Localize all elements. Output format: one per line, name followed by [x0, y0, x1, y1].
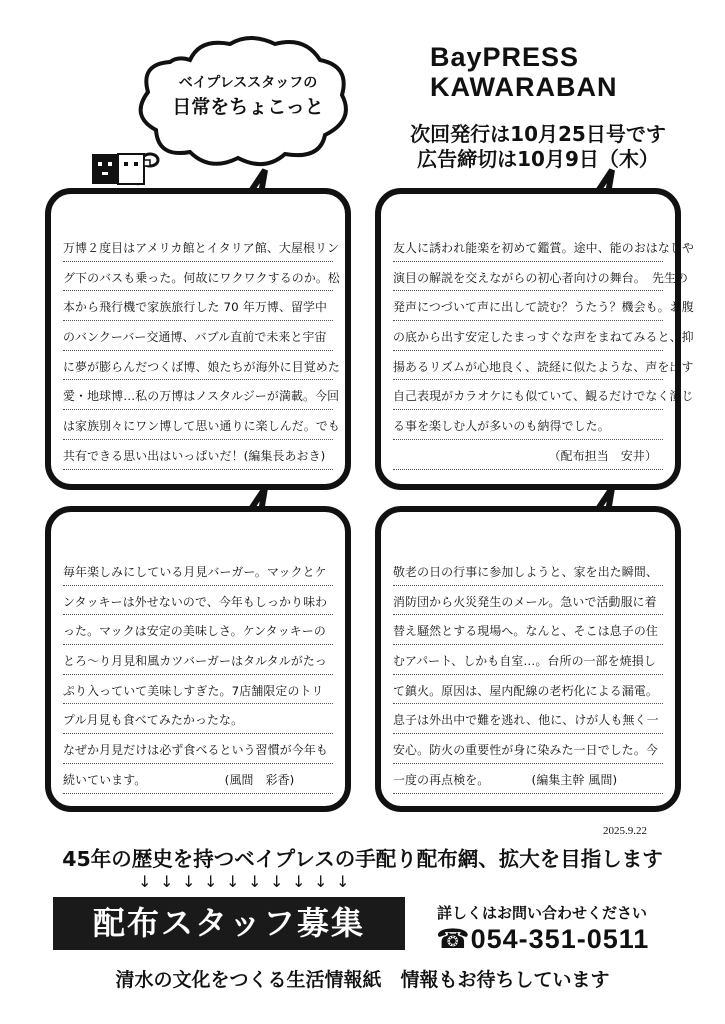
column-line: ぷり入っていて美味しすぎた。7店舗限定のトリ: [63, 675, 333, 705]
column-line: 続いています。 (風間 彩香): [63, 764, 333, 794]
down-arrow-icon: ↓: [204, 872, 218, 891]
ad-deadline: 広告締切は10月9日（木）: [417, 147, 659, 171]
column-line: 愛・地球博…私の万博はノスタルジーが満載。今回: [63, 380, 333, 410]
column-line: 発声につづいて声に出して読む？うたう？機会も。お腹: [393, 291, 663, 321]
column-line: とろ～り月見和風カツバーガーはタルタルがたっ: [63, 645, 333, 675]
next-issue-date: 次回発行は10月25日号です: [410, 122, 666, 146]
column-line: 万博２度目はアメリカ館とイタリア館、大屋根リン: [63, 232, 333, 262]
inquiry-text: 詳しくはお問い合わせください: [437, 904, 648, 922]
column-bubble-1: [45, 188, 351, 490]
column-line: 替え騒然とする現場へ。なんと、そこは息子の住: [393, 615, 663, 645]
down-arrow-icon: ↓: [270, 872, 284, 891]
column-4-text: [393, 556, 663, 794]
column-line: グ下のバスも乗った。何故にワクワクするのか。松: [63, 262, 333, 292]
column-line: 友人に誘われ能楽を初めて鑑賞。途中、能のおはなしや: [393, 232, 663, 262]
column-line: った。マックは安定の美味しさ。ケンタッキーの: [63, 615, 333, 645]
recruit-banner: 配布スタッフ募集: [53, 897, 405, 950]
down-arrow-icon: ↓: [248, 872, 262, 891]
column-line: 揚あるリズムが心地良く、読経に似たような、声を出す: [393, 351, 663, 381]
column-2-text: [393, 232, 695, 470]
column-line: 息子は外出中で難を逃れ、他に、けが人も無く一: [393, 704, 663, 734]
column-line: ンタッキーは外せないので、今年もしっかり味わ: [63, 586, 333, 616]
footer-slogan: 清水の文化をつくる生活情報紙 情報もお待ちしています: [115, 969, 610, 991]
column-line: 一度の再点検を。 (編集主幹 風間): [393, 764, 663, 794]
down-arrow-icon: ↓: [182, 872, 196, 891]
down-arrows: [138, 873, 364, 895]
column-line: 敬老の日の行事に参加しようと、家を出た瞬間、: [393, 556, 663, 586]
down-arrow-icon: ↓: [138, 872, 152, 891]
phone-number[interactable]: ☎054-351-0511: [436, 924, 650, 954]
mascot-icon: [88, 150, 154, 188]
recruit-headline: 45年の歴史を持つベイプレスの手配り配布網、拡大を目指します: [62, 847, 663, 871]
column-line: 本から飛行機で家族旅行した 70 年万博、留学中: [63, 291, 333, 321]
down-arrow-icon: ↓: [314, 872, 328, 891]
brand-line-2: KAWARABAN: [430, 72, 618, 102]
column-line: 自己表現がカラオケにも似ていて、観るだけでなく演じ: [393, 380, 663, 410]
cloud-line-1: ベイプレススタッフの: [178, 75, 318, 91]
column-bubble-2: [375, 188, 695, 490]
column-line: 消防団から火災発生のメール。急いで活動服に着: [393, 586, 663, 616]
column-3-text: [63, 556, 333, 794]
column-line: プル月見も食べてみたかったな。: [63, 704, 333, 734]
column-1-text: [63, 232, 340, 470]
down-arrow-icon: ↓: [336, 872, 350, 891]
down-arrow-icon: ↓: [226, 872, 240, 891]
column-line: 毎年楽しみにしている月見バーガー。マックとケ: [63, 556, 333, 586]
column-signature: （配布担当 安井）: [393, 440, 663, 470]
column-line: に夢が膨らんだつくば博、娘たちが海外に目覚めた: [63, 351, 333, 381]
column-line: のバンクーバー交通博、バブル直前で未来と宇宙: [63, 321, 333, 351]
column-line: る事を楽しむ人が多いのも納得でした。: [393, 410, 663, 440]
down-arrow-icon: ↓: [160, 872, 174, 891]
brand-line-1: BayPRESS: [430, 42, 580, 72]
column-line: の底から出す安定したまっすぐな声をまねてみると、抑: [393, 321, 663, 351]
column-bubble-3: [45, 506, 351, 812]
cloud-line-2: 日常をちょこっと: [172, 96, 324, 118]
column-line: は家族別々にワン博して思い通りに楽しんだ。でも: [63, 410, 333, 440]
column-bubble-4: [375, 506, 681, 812]
column-line: 共有できる思い出はいっぱいだ！(編集長あおき): [63, 440, 333, 470]
publication-date: 2025.9.22: [603, 825, 647, 837]
column-line: なぜか月見だけは必ず食べるという習慣が今年も: [63, 734, 333, 764]
column-line: て鎮火。原因は、屋内配線の老朽化による漏電。: [393, 675, 663, 705]
column-line: 演目の解説を交えながらの初心者向けの舞台。 先生の: [393, 262, 663, 292]
column-line: 安心。防火の重要性が身に染みた一日でした。今: [393, 734, 663, 764]
column-line: むアパート、しかも自室…。台所の一部を焼損し: [393, 645, 663, 675]
down-arrow-icon: ↓: [292, 872, 306, 891]
